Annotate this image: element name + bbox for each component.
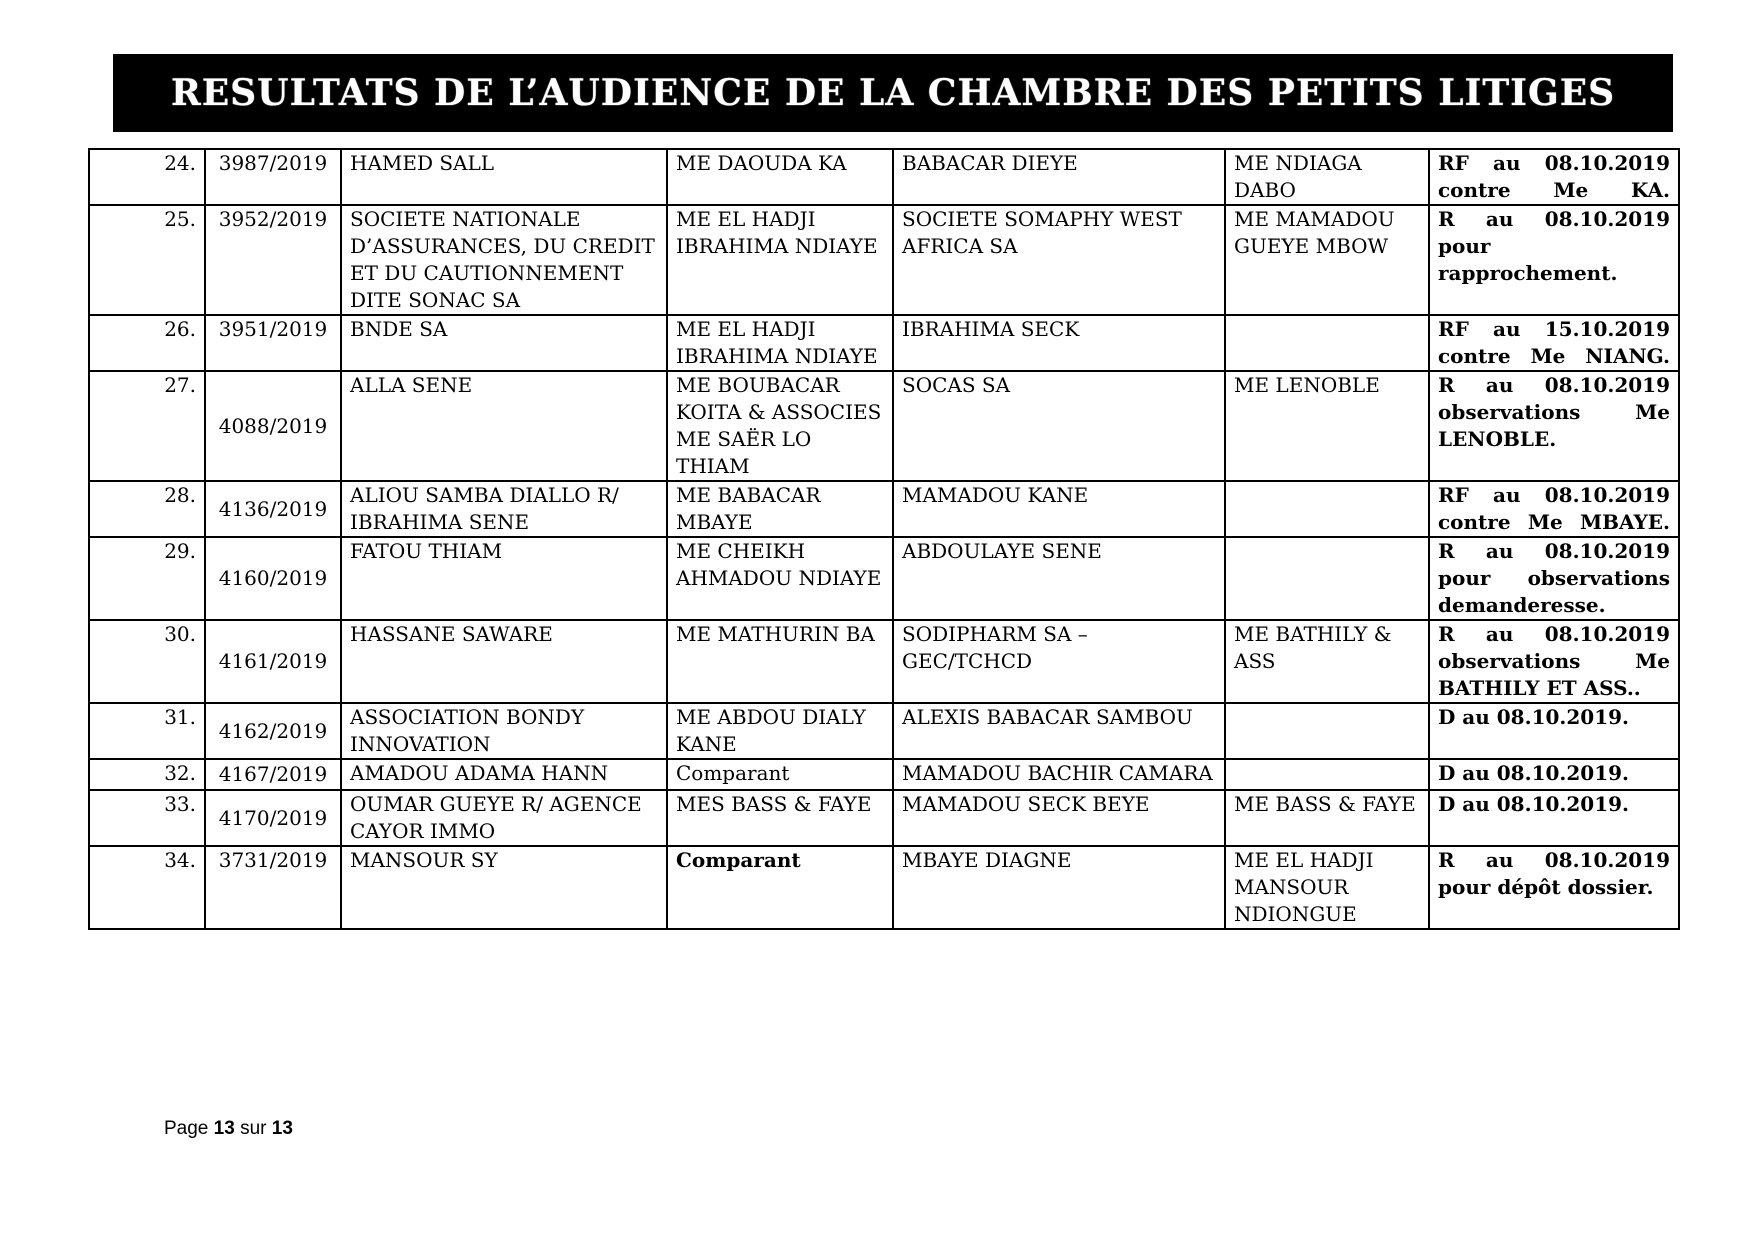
case-number: 4162/2019 — [205, 703, 341, 759]
result: R au 08.10.2019 pour observations demanderesse. — [1429, 537, 1679, 620]
row-number: 33. — [89, 790, 205, 846]
table-row — [89, 846, 1679, 929]
row-number: 24. — [89, 149, 205, 205]
defendant: MBAYE DIAGNE — [893, 846, 1225, 929]
case-number: 4160/2019 — [205, 537, 341, 620]
defendant: IBRAHIMA SECK — [893, 315, 1225, 371]
row-number: 28. — [89, 481, 205, 537]
table-row — [89, 537, 1679, 620]
result: R au 08.10.2019 pour dépôt dossier. — [1429, 846, 1679, 929]
plaintiff: FATOU THIAM — [341, 537, 667, 620]
plaintiff-counsel: Comparant — [667, 846, 893, 929]
table-row — [89, 481, 1679, 537]
row-number: 26. — [89, 315, 205, 371]
case-number: 4136/2019 — [205, 481, 341, 537]
plaintiff: SOCIETE NATIONALE D’ASSURANCES, DU CREDIT ET DU CAUTIONNEMENT DITE SONAC SA — [341, 205, 667, 315]
case-number: 4088/2019 — [205, 371, 341, 481]
page-total: 13 — [271, 1118, 293, 1139]
case-number: 3987/2019 — [205, 149, 341, 205]
table-row — [89, 371, 1679, 481]
case-number: 3951/2019 — [205, 315, 341, 371]
result: R au 08.10.2019 observations Me LENOBLE. — [1429, 371, 1679, 481]
plaintiff-counsel: Comparant — [667, 759, 893, 790]
row-number: 29. — [89, 537, 205, 620]
sur-word: sur — [240, 1118, 267, 1139]
row-number: 31. — [89, 703, 205, 759]
results-table — [88, 148, 1680, 930]
defendant-counsel — [1225, 759, 1429, 790]
result: D au 08.10.2019. — [1429, 790, 1679, 846]
case-number: 4170/2019 — [205, 790, 341, 846]
defendant-counsel: ME BASS & FAYE — [1225, 790, 1429, 846]
table-row — [89, 149, 1679, 205]
page-current: 13 — [213, 1118, 235, 1139]
plaintiff: OUMAR GUEYE R/ AGENCE CAYOR IMMO — [341, 790, 667, 846]
row-number: 32. — [89, 759, 205, 790]
plaintiff-counsel: ME EL HADJI IBRAHIMA NDIAYE — [667, 205, 893, 315]
defendant-counsel: ME MAMADOU GUEYE MBOW — [1225, 205, 1429, 315]
case-number: 4167/2019 — [205, 759, 341, 790]
plaintiff: AMADOU ADAMA HANN — [341, 759, 667, 790]
result: RF au 15.10.2019 contre Me NIANG. — [1429, 315, 1679, 371]
defendant-counsel — [1225, 315, 1429, 371]
plaintiff: ASSOCIATION BONDY INNOVATION — [341, 703, 667, 759]
defendant-counsel — [1225, 537, 1429, 620]
result: D au 08.10.2019. — [1429, 703, 1679, 759]
plaintiff-counsel: ME MATHURIN BA — [667, 620, 893, 703]
defendant: ALEXIS BABACAR SAMBOU — [893, 703, 1225, 759]
page-word: Page — [164, 1118, 209, 1139]
table-row — [89, 620, 1679, 703]
defendant: MAMADOU SECK BEYE — [893, 790, 1225, 846]
plaintiff: HASSANE SAWARE — [341, 620, 667, 703]
result: D au 08.10.2019. — [1429, 759, 1679, 790]
plaintiff-counsel: ME BOUBACAR KOITA & ASSOCIES ME SAËR LO THIAM — [667, 371, 893, 481]
table-row — [89, 703, 1679, 759]
table-row — [89, 790, 1679, 846]
case-number: 3731/2019 — [205, 846, 341, 929]
defendant: MAMADOU BACHIR CAMARA — [893, 759, 1225, 790]
plaintiff-counsel: ME BABACAR MBAYE — [667, 481, 893, 537]
plaintiff-counsel: ME DAOUDA KA — [667, 149, 893, 205]
table-row — [89, 315, 1679, 371]
result: RF au 08.10.2019 contre Me KA. — [1429, 149, 1679, 205]
table-row — [89, 759, 1679, 790]
defendant-counsel — [1225, 481, 1429, 537]
defendant-counsel: ME BATHILY & ASS — [1225, 620, 1429, 703]
plaintiff: ALLA SENE — [341, 371, 667, 481]
plaintiff-counsel: ME ABDOU DIALY KANE — [667, 703, 893, 759]
table-row — [89, 205, 1679, 315]
result: RF au 08.10.2019 contre Me MBAYE. — [1429, 481, 1679, 537]
row-number: 34. — [89, 846, 205, 929]
plaintiff-counsel: MES BASS & FAYE — [667, 790, 893, 846]
defendant: ABDOULAYE SENE — [893, 537, 1225, 620]
plaintiff: MANSOUR SY — [341, 846, 667, 929]
defendant: MAMADOU KANE — [893, 481, 1225, 537]
defendant-counsel: ME EL HADJI MANSOUR NDIONGUE — [1225, 846, 1429, 929]
defendant-counsel — [1225, 703, 1429, 759]
plaintiff: BNDE SA — [341, 315, 667, 371]
plaintiff: HAMED SALL — [341, 149, 667, 205]
defendant-counsel: ME LENOBLE — [1225, 371, 1429, 481]
plaintiff-counsel: ME EL HADJI IBRAHIMA NDIAYE — [667, 315, 893, 371]
defendant-counsel: ME NDIAGA DABO — [1225, 149, 1429, 205]
defendant: SOCIETE SOMAPHY WEST AFRICA SA — [893, 205, 1225, 315]
result: R au 08.10.2019 observations Me BATHILY ET ASS.. — [1429, 620, 1679, 703]
row-number: 30. — [89, 620, 205, 703]
defendant: SOCAS SA — [893, 371, 1225, 481]
defendant: BABACAR DIEYE — [893, 149, 1225, 205]
header-banner — [113, 54, 1673, 132]
row-number: 25. — [89, 205, 205, 315]
result: R au 08.10.2019 pour rapprochement. — [1429, 205, 1679, 315]
defendant: SODIPHARM SA – GEC/TCHCD — [893, 620, 1225, 703]
page-footer — [164, 1118, 293, 1140]
page-title: RESULTATS DE L’AUDIENCE DE LA CHAMBRE DES PETITS LITIGES — [170, 72, 1616, 114]
case-number: 4161/2019 — [205, 620, 341, 703]
case-number: 3952/2019 — [205, 205, 341, 315]
plaintiff: ALIOU SAMBA DIALLO R/ IBRAHIMA SENE — [341, 481, 667, 537]
plaintiff-counsel: ME CHEIKH AHMADOU NDIAYE — [667, 537, 893, 620]
row-number: 27. — [89, 371, 205, 481]
